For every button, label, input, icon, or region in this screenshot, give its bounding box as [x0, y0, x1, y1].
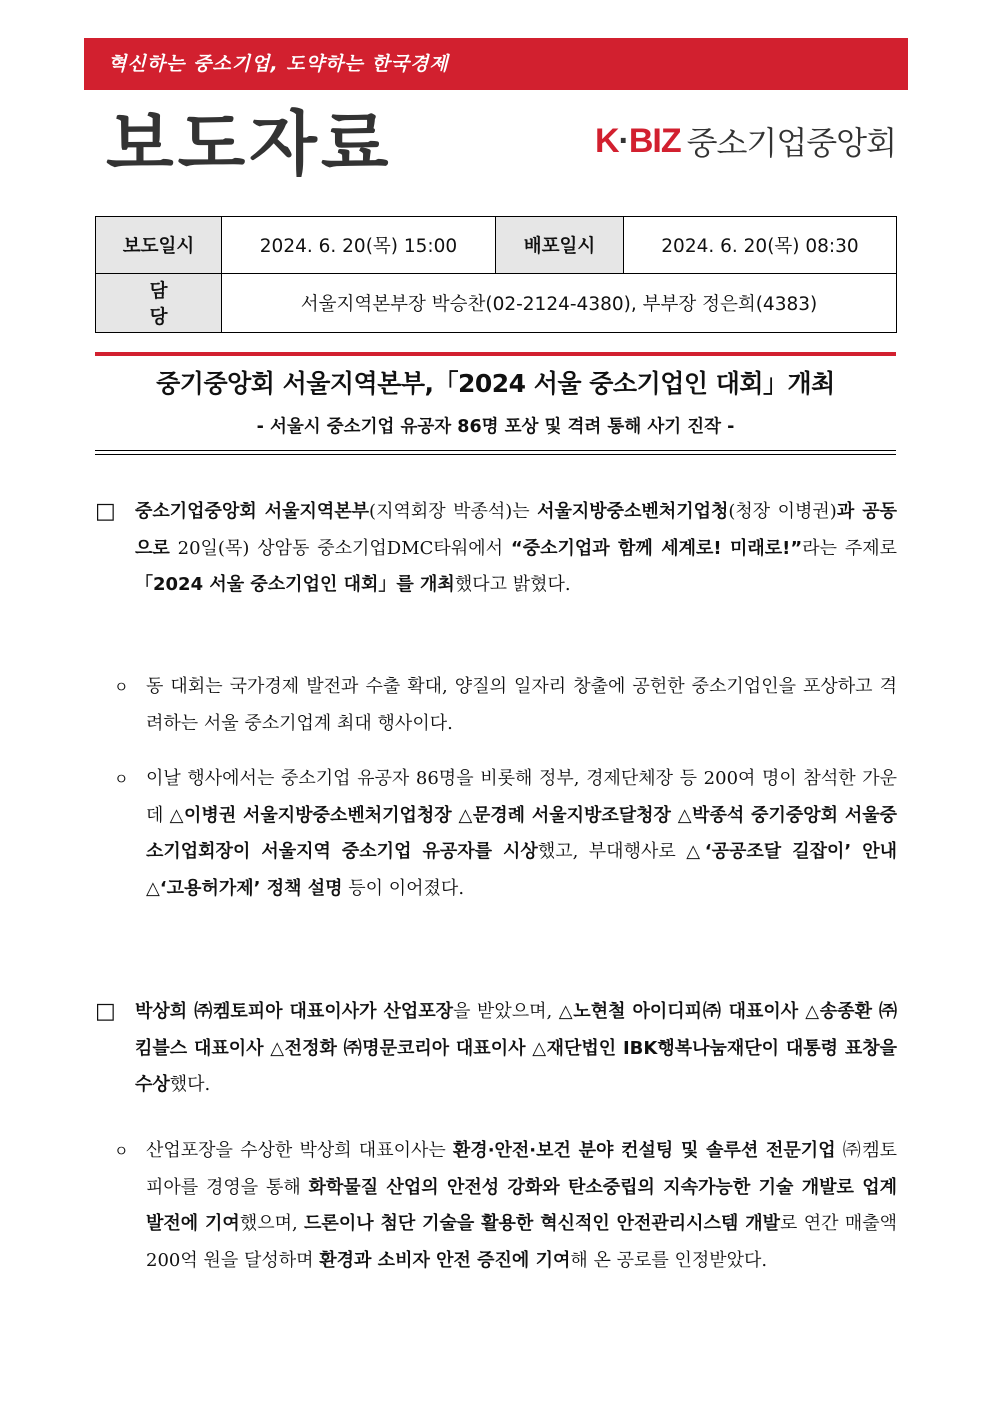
report-date-value: 2024. 6. 20(목) 15:00 — [222, 217, 496, 274]
emphasis-text: 환경·안전·보건 분야 컨설팅 및 솔루션 전문기업 — [452, 1140, 836, 1161]
circle-bullet-icon: ㅇ — [114, 678, 129, 696]
body-text: (지역회장 박종석)는 — [369, 501, 538, 522]
emphasis-text: 박상희 ㈜켐토피아 대표이사가 산업포장 — [135, 1001, 454, 1022]
distribution-date-label: 배포일시 — [496, 217, 624, 274]
headline: 중기중앙회 서울지역본부,「2024 서울 중소기업인 대회」개최 — [156, 369, 835, 398]
emphasis-text: 화학물질 산업의 안전성 강화와 탄소중립의 지속가능한 기술 개발로 업계 발전에 기여 — [146, 1176, 897, 1234]
contact-value: 서울지역본부장 박승찬(02-2124-4380), 부부장 정은희(4383) — [222, 274, 897, 333]
paragraph-1 — [95, 494, 898, 604]
emphasis-text: 중소기업중앙회 서울지역본부 — [135, 501, 370, 522]
body-text: 했고, 부대행사로 — [537, 841, 687, 862]
body-text: 20일(목) 상암동 중소기업DMC타워에서 — [169, 537, 511, 559]
paragraph-1a — [114, 669, 897, 742]
paragraph-2 — [95, 994, 897, 1104]
kbiz-logo-mark: K·BIZ — [594, 121, 681, 160]
contact-label: 담당 — [96, 274, 222, 333]
subheadline: - 서울시 중소기업 유공자 86명 포상 및 격려 통해 사기 진작 - — [256, 417, 735, 437]
body-text: 라는 주제로 — [802, 537, 898, 559]
paragraph-1a-text — [146, 676, 897, 734]
emphasis-text: 과 공동으로 — [135, 501, 897, 559]
paragraph-1b — [114, 761, 898, 907]
box-bullet-icon: □ — [95, 999, 116, 1024]
paragraph-1-text — [135, 501, 897, 595]
body-text: 동 대회는 국가경제 발전과 수출 확대, 양질의 일자리 창출에 공헌한 중소기업인을 포상하고 격려하는 서울 중소기업계 최대 행사이다. — [146, 676, 897, 734]
press-info-table — [95, 216, 897, 333]
kbiz-logo — [595, 118, 896, 164]
emphasis-text: 환경과 소비자 안전 증진에 기여 — [319, 1249, 571, 1271]
body-text: 했으며, — [239, 1213, 305, 1234]
paragraph-2-text — [135, 1001, 897, 1095]
slogan-banner — [84, 38, 908, 90]
body-text: ㈜켐토피아를 경영을 통해 — [146, 1140, 898, 1198]
body-text: (청장 이병권) — [728, 501, 837, 522]
body-text: 산업포장을 수상한 박상희 대표이사는 — [146, 1140, 453, 1161]
distribution-date-value: 2024. 6. 20(목) 08:30 — [624, 217, 897, 274]
paragraph-2a — [114, 1133, 898, 1279]
paragraph-2a-text — [146, 1140, 897, 1271]
body-text: 등이 이어졌다. — [342, 877, 465, 899]
emphasis-text: 드론이나 첨단 기술을 활용한 혁신적인 안전관리시스템 개발 — [304, 1213, 780, 1234]
circle-bullet-icon: ㅇ — [114, 770, 129, 788]
document-title: 보도자료 — [106, 103, 393, 185]
emphasis-text: △노현철 아이디피㈜ 대표이사 △송종환 ㈜킴블스 대표이사 △전정화 ㈜명문코리아 대표이사 △재단법인 IBK행복나눔재단이 대통령 표창을 수상 — [135, 1001, 897, 1095]
emphasis-text: “중소기업과 함께 세계로! 미래로!” — [510, 537, 803, 559]
emphasis-text: 「2024 서울 중소기업인 대회」를 개최 — [135, 574, 455, 595]
body-text: 했다고 밝혔다. — [454, 574, 571, 595]
body-text: 했다. — [169, 1074, 211, 1095]
body-text: 을 받았으며, — [453, 1001, 559, 1022]
circle-bullet-icon: ㅇ — [114, 1142, 129, 1160]
paragraph-1b-text — [146, 768, 897, 899]
slogan-text: 혁신하는 중소기업, 도약하는 한국경제 — [108, 53, 449, 75]
body-text: 이날 행사에서는 중소기업 유공자 86명을 비롯해 정부, 경제단체장 등 200여 명이 참석한 가운데 — [146, 768, 897, 826]
emphasis-text: △‘공공조달 길잡이’ 안내 △‘고용허가제’ 정책 설명 — [146, 841, 898, 899]
org-name: 중소기업중앙회 — [686, 124, 896, 162]
divider-red — [95, 352, 896, 356]
emphasis-text: 서울지방중소벤처기업청 — [537, 501, 729, 522]
report-date-label: 보도일시 — [96, 217, 222, 274]
body-text: 로 연간 매출액 200억 원을 달성하며 — [146, 1213, 897, 1271]
body-text: 해 온 공로를 인정받았다. — [570, 1249, 768, 1271]
divider-double — [95, 450, 896, 455]
emphasis-text: △이병권 서울지방중소벤처기업청장 △문경례 서울지방조달청장 △박종석 중기중앙회 서울중소기업회장이 서울지역 중소기업 유공자를 시상 — [146, 804, 897, 862]
box-bullet-icon: □ — [95, 499, 116, 524]
